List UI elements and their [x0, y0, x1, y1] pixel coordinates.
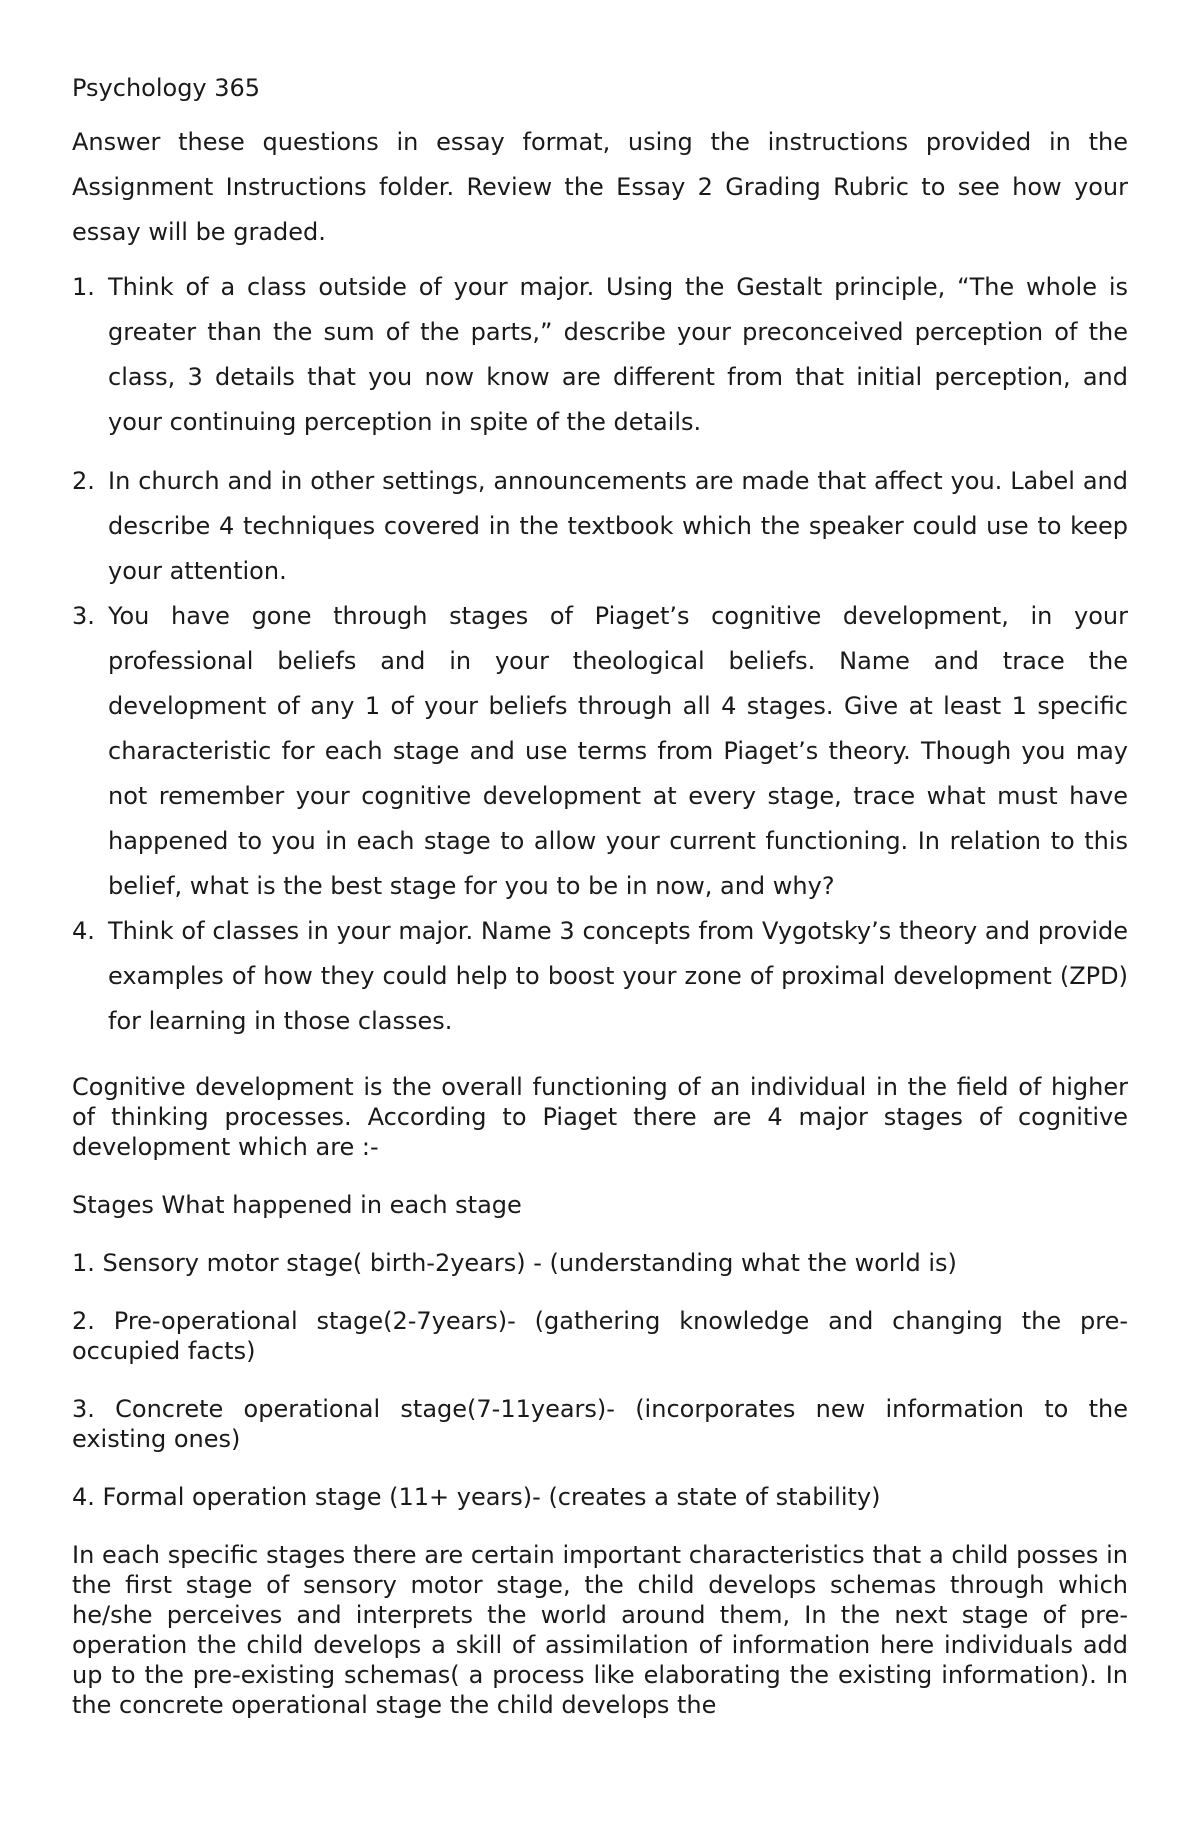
stage-item: 2. Pre-operational stage(2-7years)- (gathering knowledge and changing the pre-occupied facts): [72, 1307, 1128, 1365]
question-text: In church and in other settings, announcements are made that affect you. Label and describe 4 techniques covered in the textbook which the speaker could use to keep your attention.: [108, 467, 1128, 585]
question-text: Think of classes in your major. Name 3 concepts from Vygotsky’s theory and provide examples of how they could help to boost your zone of proximal development (ZPD) for learning in those classes.: [108, 917, 1128, 1035]
answer-paragraph: In each specific stages there are certain important characteristics that a child posses in the first stage of sensory motor stage, the child develops schemas through which he/she perceives and interprets the world around them, In the next stage of pre-operation the child develops a skill of assimilation of information here individuals add up to the pre-existing schemas( a process like elaborating the existing information). In the concrete operational stage the child develops the: [72, 1541, 1128, 1719]
question-number: 2.: [72, 467, 95, 495]
question-text: You have gone through stages of Piaget’s cognitive development, in your professional beliefs and in your theological beliefs. Name and trace the development of any 1 of your beliefs through all 4 stages. Give at least 1 specific characteristic for each stage and use terms from Piaget’s theory. Though you may not remember your cognitive development at every stage, trace what must have happened to you in each stage to allow your current functioning. In relation to this belief, what is the best stage for you to be in now, and why?: [108, 602, 1128, 900]
stage-item: 4. Formal operation stage (11+ years)- (creates a state of stability): [72, 1483, 881, 1511]
answer-paragraph: Cognitive development is the overall functioning of an individual in the field of higher of thinking processes. According to Piaget there are 4 major stages of cognitive development which are :-: [72, 1073, 1128, 1161]
question-list: [72, 265, 1128, 1044]
question-item: [72, 459, 1128, 594]
assignment-intro: Answer these questions in essay format, using the instructions provided in the Assignment Instructions folder. Review the Essay 2 Grading Rubric to see how your essay will be graded.: [72, 128, 1128, 246]
question-number: 3.: [72, 602, 95, 630]
question-number: 4.: [72, 917, 95, 945]
question-item: [72, 909, 1128, 1044]
course-title: Psychology 365: [72, 74, 261, 102]
stage-item: 1. Sensory motor stage( birth-2years) - (understanding what the world is): [72, 1249, 957, 1277]
stage-item: 3. Concrete operational stage(7-11years)- (incorporates new information to the existing ones): [72, 1395, 1128, 1453]
essay-answer: [72, 1072, 1128, 1720]
question-item: [72, 265, 1128, 445]
question-item: [72, 594, 1128, 909]
question-text: Think of a class outside of your major. Using the Gestalt principle, “The whole is greater than the sum of the parts,” describe your preconceived perception of the class, 3 details that you now know are different from that initial perception, and your continuing perception in spite of the details.: [108, 273, 1128, 436]
question-number: 1.: [72, 273, 95, 301]
stages-heading: Stages What happened in each stage: [72, 1191, 522, 1219]
